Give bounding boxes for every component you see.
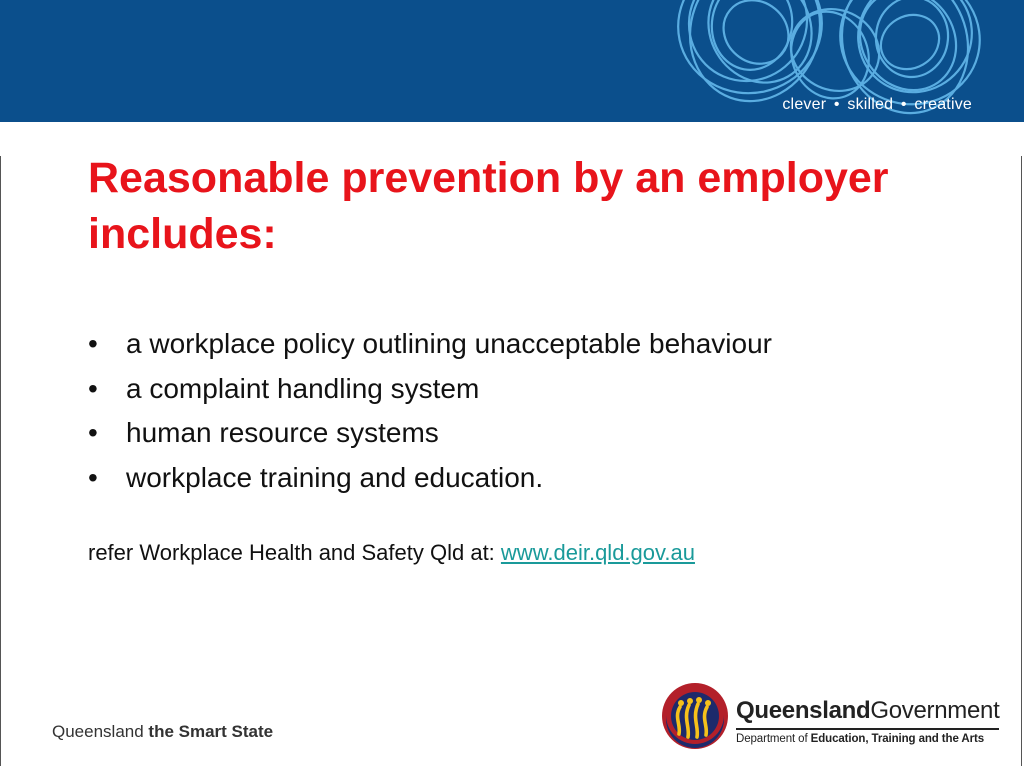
qg-government: Government bbox=[870, 697, 1000, 724]
bullet-list bbox=[88, 322, 968, 500]
tagline bbox=[782, 96, 972, 114]
slide-title: Reasonable prevention by an employer includes: bbox=[88, 154, 889, 258]
qg-queensland: Queensland bbox=[736, 697, 871, 724]
reference-text: refer Workplace Health and Safety Qld at: bbox=[88, 540, 501, 565]
tagline-clever: clever bbox=[782, 96, 827, 113]
qg-department bbox=[736, 728, 999, 745]
queensland-government-emblem-icon bbox=[660, 681, 730, 751]
queensland-government-wordmark bbox=[736, 698, 999, 745]
bullet-item: • human resource systems bbox=[88, 411, 968, 456]
reference-line bbox=[88, 540, 695, 566]
qg-dept-prefix: Department of bbox=[736, 733, 811, 745]
qg-name bbox=[736, 698, 999, 724]
tagline-creative: creative bbox=[914, 96, 972, 113]
footer-smart-state bbox=[52, 722, 273, 742]
bullet-item: • workplace training and education. bbox=[88, 456, 968, 501]
bullet-item: • a complaint handling system bbox=[88, 367, 968, 412]
tagline-skilled: skilled bbox=[847, 96, 894, 113]
qg-dept-name: Education, Training and the Arts bbox=[810, 733, 985, 745]
tagline-separator: • bbox=[833, 96, 840, 113]
footer-queensland: Queensland bbox=[52, 722, 149, 741]
bullet-item: • a workplace policy outlining unacceptable behaviour bbox=[88, 322, 968, 367]
reference-link[interactable]: www.deir.qld.gov.au bbox=[500, 540, 695, 565]
footer-smart-state-bold: the Smart State bbox=[148, 722, 274, 741]
tagline-separator: • bbox=[900, 96, 907, 113]
header-banner bbox=[0, 0, 1024, 122]
